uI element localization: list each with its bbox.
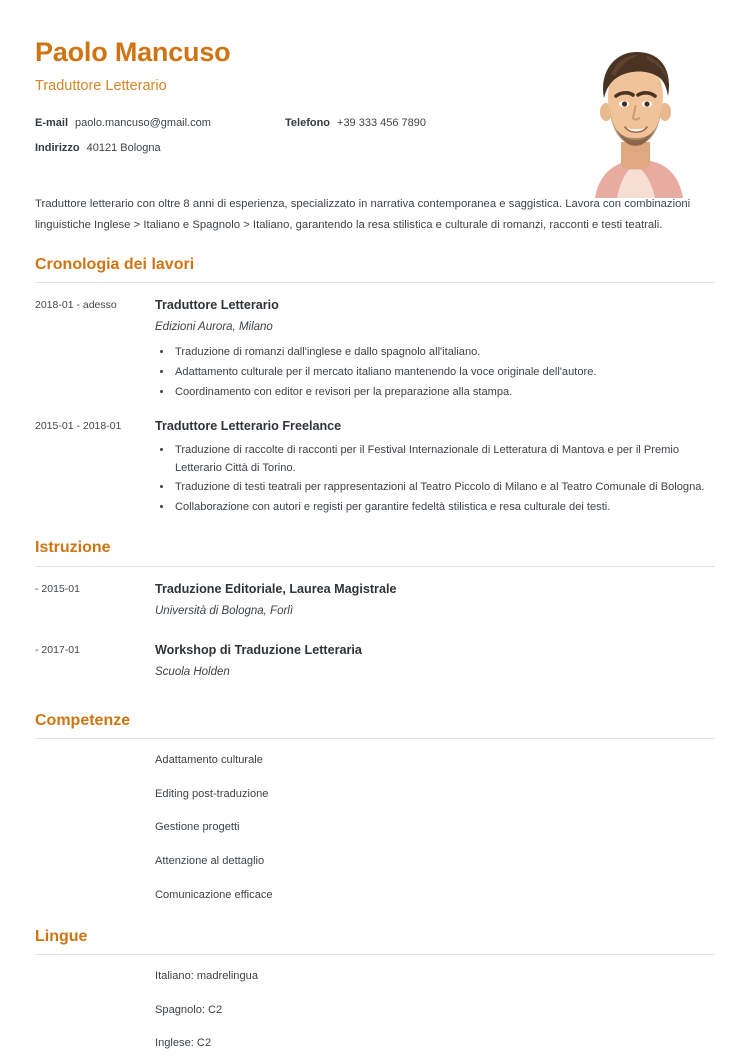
- page-title: Paolo Mancuso: [35, 37, 231, 67]
- work-entry-role: Traduttore Letterario: [155, 297, 279, 312]
- list-item: Gestione progetti: [155, 821, 240, 834]
- education-entry: [35, 642, 715, 689]
- contact-label-phone: Telefono: [285, 117, 331, 130]
- education-entry-dates: - 2015-01: [35, 582, 80, 595]
- work-entry: [35, 297, 715, 404]
- section-work-history: [35, 255, 715, 520]
- list-item: • Traduzione di romanzi dall'inglese e dallo spagnolo all'italiano.: [173, 344, 715, 362]
- section-skills: [35, 711, 715, 903]
- list-item: Italiano: madrelingua: [155, 970, 258, 983]
- contact-phone: [285, 117, 426, 129]
- section-languages: [35, 927, 715, 1052]
- contact-details: [35, 117, 535, 154]
- education-entry-degree: Traduzione Editoriale, Laurea Magistrale: [155, 581, 397, 596]
- contact-row: [35, 142, 535, 154]
- languages-list: [35, 969, 715, 1052]
- list-item: • Adattamento culturale per il mercato italiano mantenendo la voce originale dell'autore.: [173, 364, 715, 382]
- section-title-work-history: Cronologia dei lavori: [35, 255, 195, 273]
- list-item: Spagnolo: C2: [155, 1003, 223, 1016]
- section-education: [35, 538, 715, 689]
- portrait-photo-icon: [555, 38, 715, 198]
- education-entry-body: [155, 642, 715, 689]
- section-divider: [35, 282, 715, 283]
- contact-label-email: E-mail: [35, 117, 69, 130]
- work-entry-dates: 2018-01 - adesso: [35, 298, 117, 311]
- avatar: [555, 38, 715, 198]
- list-item: • Collaborazione con autori e registi per garantire fedeltà stilistica e resa culturale dei testi.: [173, 499, 715, 517]
- section-title-skills: Competenze: [35, 712, 131, 730]
- contact-email: [35, 117, 285, 129]
- work-entry-bullets: [155, 442, 715, 518]
- education-entry-dates: - 2017-01: [35, 643, 80, 656]
- contact-value-address: 40121 Bologna: [86, 142, 161, 155]
- list-item: • Traduzione di raccolte di racconti per il Festival Internazionale di Letteratura di Mantova e per il Premio Letterario Città di Torino.: [173, 442, 715, 478]
- contact-address: [35, 142, 285, 154]
- professional-summary: Traduttore letterario con oltre 8 anni di esperienza, specializzato in narrativa contemporanea e saggistica. Lavora con combinazioni linguistiche Inglese > Italiano e Spagnolo > Italiano, garantendo la resa stilistica e culturale di romanzi, racconti e testi teatrali.: [35, 198, 691, 231]
- work-entry-body: [155, 418, 715, 519]
- work-entry-organization: Edizioni Aurora, Milano: [155, 321, 273, 334]
- contact-value-email: paolo.mancuso@gmail.com: [75, 117, 211, 130]
- list-item: Inglese: C2: [155, 1037, 212, 1050]
- education-entry: [35, 581, 715, 628]
- work-entry-dates: 2015-01 - 2018-01: [35, 420, 122, 433]
- work-entry: [35, 418, 715, 519]
- section-title-languages: Lingue: [35, 928, 88, 946]
- list-item: Editing post-traduzione: [155, 787, 269, 800]
- section-divider: [35, 566, 715, 567]
- contact-row: [35, 117, 535, 129]
- skills-list: [35, 753, 715, 903]
- section-divider: [35, 738, 715, 739]
- contact-value-phone: +39 333 456 7890: [337, 117, 427, 130]
- list-item: • Traduzione di testi teatrali per rappresentazioni al Teatro Piccolo di Milano e al Teatro Comunale di Bologna.: [173, 479, 715, 497]
- job-title: Traduttore Letterario: [35, 77, 167, 94]
- list-item: Adattamento culturale: [155, 754, 263, 767]
- contact-label-address: Indirizzo: [35, 142, 80, 155]
- list-item: • Coordinamento con editor e revisori per la preparazione alla stampa.: [173, 384, 715, 402]
- education-entry-school: Università di Bologna, Forlì: [155, 604, 294, 617]
- work-entry-bullets: [155, 344, 715, 402]
- work-entry-body: [155, 297, 715, 404]
- education-entry-degree: Workshop di Traduzione Letteraria: [155, 642, 362, 657]
- education-entry-school: Scuola Holden: [155, 666, 230, 679]
- section-title-education: Istruzione: [35, 539, 111, 557]
- work-entry-role: Traduttore Letterario Freelance: [155, 419, 342, 434]
- section-divider: [35, 954, 715, 955]
- list-item: Attenzione al dettaglio: [155, 854, 265, 867]
- cv-header: [35, 0, 715, 172]
- list-item: Comunicazione efficace: [155, 888, 273, 901]
- education-entry-body: [155, 581, 715, 628]
